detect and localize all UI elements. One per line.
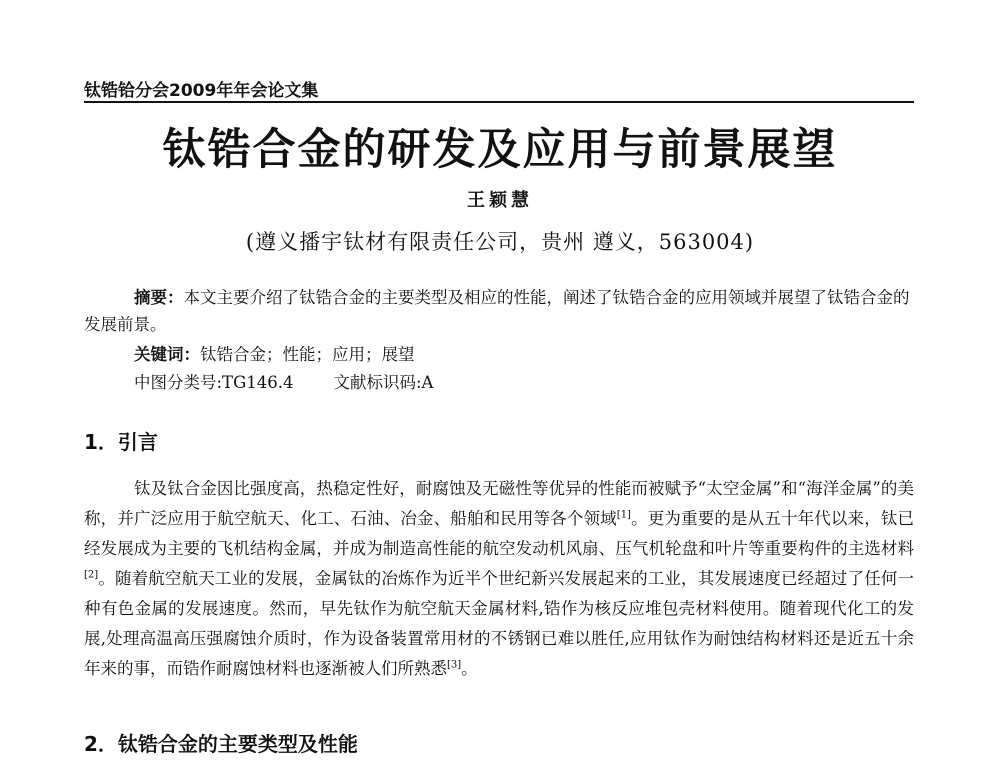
text-run: 。随着航空航天工业的发展，金属钛的冶炼作为近半个世纪新兴发展起来的工业，其发展速度已经超过了任何一种有色金属的发展速度。然而，早先钛作为航空航天金属材料,锆作为核反应堆包壳材料使用。随着现代化工的发展,处理高温高压强腐蚀介质时，作为设备装置常用材的不锈钢已难以胜任,应用钛作为耐蚀结构材料还是近五十余年来的事，而锆作耐腐蚀材料也逐渐被人们所熟悉 [84,569,914,678]
citation-2: [2] [84,569,99,581]
paragraph [84,474,914,684]
keywords [134,341,415,368]
journal-header: 钛锆铪分会2009年年会论文集 [84,81,319,101]
clc-number: 中图分类号:TG146.4 [134,373,294,392]
header-rule [84,101,914,103]
abstract-text: 本文主要介绍了钛锆合金的主要类型及相应的性能，阐述了钛锆合金的应用领域并展望了钛锆合金的发展前景。 [84,288,910,334]
text-run: 。更为重要的是从五十年代以来，钛已经发展成为主要的飞机结构金属，并成为制造高性能的航空发动机风扇、压气机轮盘和叶片等重要构件的主选材料 [84,509,915,558]
citation-3: [3] [447,659,462,671]
text-run: 。 [461,659,478,678]
citation-1: [1] [616,509,631,521]
text-run: 钛及钛合金因比强度高，热稳定性好，耐腐蚀及无磁性等优异的性能而被赋予“太空金属”和“海洋金属”的美称，并广泛应用于航空航天、化工、石油、冶金、船舶和民用等各个领域 [84,479,914,528]
section-2-heading: 2．钛锆合金的主要类型及性能 [84,732,358,756]
classification [134,369,433,396]
abstract-label: 摘要： [134,288,184,307]
paper-affiliation: (遵义播宇钛材有限责任公司，贵州 遵义，563004) [245,230,755,254]
section-1-heading: 1．引言 [84,430,158,454]
document-code: 文献标识码:A [333,373,434,392]
section-1-body [84,474,914,684]
paper-title: 钛锆合金的研发及应用与前景展望 [162,125,838,175]
keywords-text: 钛锆合金；性能；应用；展望 [200,345,415,364]
keywords-label: 关键词： [134,345,200,364]
paper-author: 王颖慧 [467,190,533,211]
abstract [84,284,914,338]
